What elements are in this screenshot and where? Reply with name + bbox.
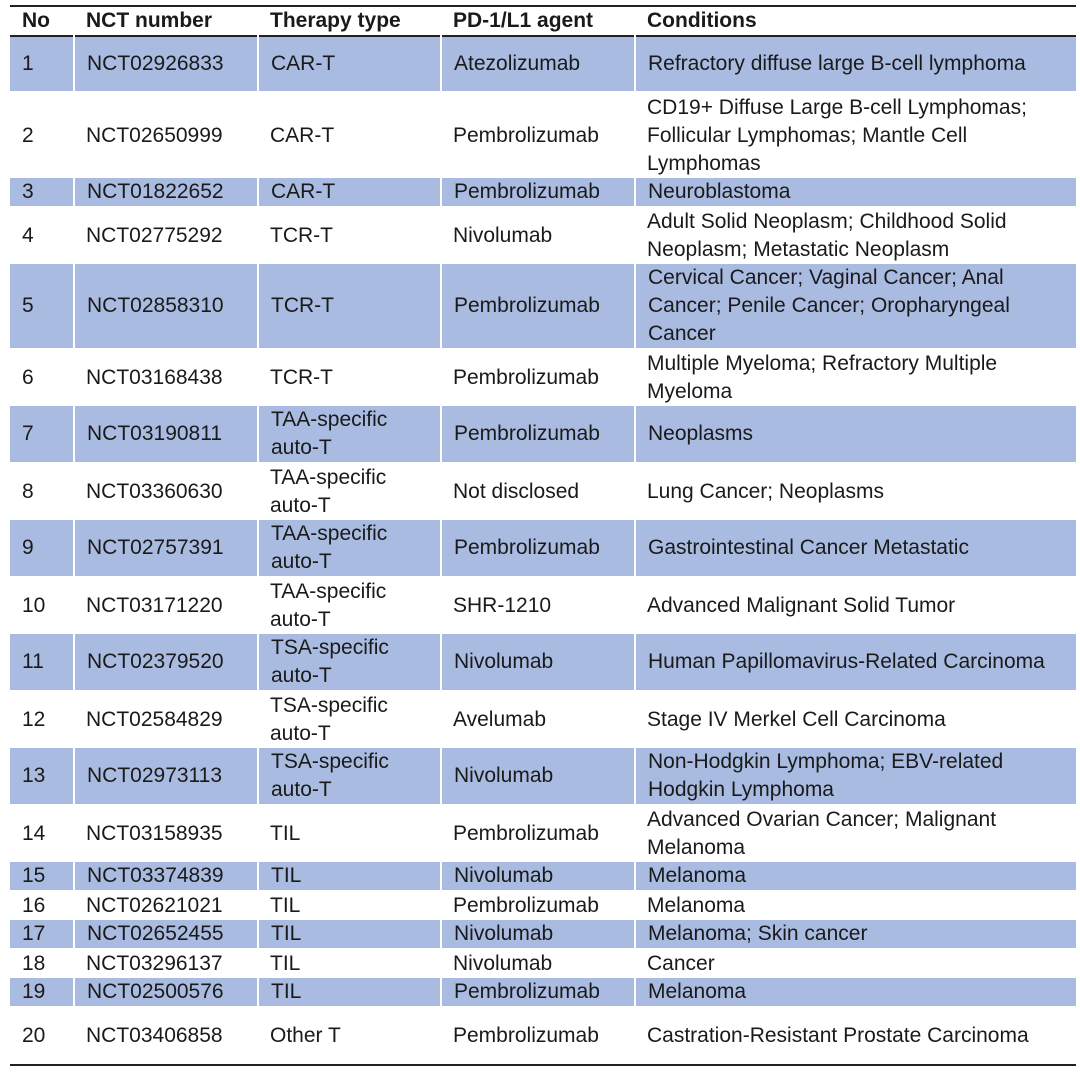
cell-therapy-type: TIL: [270, 822, 301, 845]
cell-conditions: Multiple Myeloma; Refractory Multiple Myeloma: [647, 352, 998, 403]
cell-no: 16: [22, 894, 46, 917]
cell-conditions: Cervical Cancer; Vaginal Cancer; Anal Cancer; Penile Cancer; Oropharyngeal Cancer: [635, 264, 1076, 349]
cell-pd1-l1-agent: Nivolumab: [441, 634, 635, 691]
cell-therapy-type: TSA-specific auto-T: [270, 694, 388, 745]
cell-therapy-type: TIL: [270, 894, 301, 917]
cell-conditions: Neuroblastoma: [635, 178, 1076, 207]
cell-no: 15: [10, 862, 74, 891]
cell-therapy-type: TSA-specific auto-T: [258, 748, 441, 805]
header-nct-number: NCT number: [86, 9, 212, 32]
table-header: [10, 6, 1076, 36]
cell-nct-number: NCT03360630: [86, 480, 223, 503]
cell-conditions: Neoplasms: [635, 406, 1076, 463]
table-row: [10, 978, 1076, 1007]
table-row: [10, 178, 1076, 207]
cell-no: 1: [10, 36, 74, 92]
cell-therapy-type: CAR-T: [270, 123, 335, 147]
cell-therapy-type: TSA-specific auto-T: [258, 634, 441, 691]
cell-conditions: Melanoma: [635, 978, 1076, 1007]
table-row: [10, 207, 1076, 264]
cell-conditions: Refractory diffuse large B-cell lymphoma: [635, 36, 1076, 92]
table-row: [10, 691, 1076, 748]
cell-no: 9: [10, 520, 74, 577]
cell-conditions: Advanced Malignant Solid Tumor: [647, 594, 956, 617]
cell-nct-number: NCT03406858: [86, 1024, 223, 1047]
cell-therapy-type: TCR-T: [270, 366, 333, 389]
table-row: [10, 920, 1076, 949]
cell-pd1-l1-agent: Pembrolizumab: [453, 822, 599, 845]
cell-no: 18: [22, 952, 46, 975]
cell-no: 7: [10, 406, 74, 463]
table-row: [10, 748, 1076, 805]
cell-conditions: Castration-Resistant Prostate Carcinoma: [647, 1024, 1029, 1047]
cell-conditions: Gastrointestinal Cancer Metastatic: [635, 520, 1076, 577]
cell-therapy-type: TIL: [270, 952, 301, 975]
header-no: No: [22, 9, 50, 32]
cell-conditions: Advanced Ovarian Cancer; Malignant Melanoma: [647, 808, 997, 859]
cell-no: 8: [22, 480, 34, 503]
cell-therapy-type: TAA-specific auto-T: [270, 580, 387, 631]
cell-pd1-l1-agent: Pembrolizumab: [453, 1024, 599, 1047]
cell-conditions: Human Papillomavirus-Related Carcinoma: [635, 634, 1076, 691]
cell-conditions: CD19+ Diffuse Large B-cell Lymphomas; Follicular Lymphomas; Mantle Cell Lymphomas: [647, 95, 1027, 175]
table-row: [10, 36, 1076, 92]
cell-nct-number: NCT02858310: [74, 264, 258, 349]
table-row: [10, 463, 1076, 520]
cell-no: 13: [10, 748, 74, 805]
cell-pd1-l1-agent: Pembrolizumab: [453, 894, 599, 917]
cell-nct-number: NCT01822652: [74, 178, 258, 207]
cell-therapy-type: TIL: [258, 978, 441, 1007]
table-row: [10, 862, 1076, 891]
cell-nct-number: NCT03374839: [74, 862, 258, 891]
cell-no: 17: [10, 920, 74, 949]
table-row: [10, 891, 1076, 920]
cell-conditions: Adult Solid Neoplasm; Childhood Solid Neoplasm; Metastatic Neoplasm: [647, 210, 1007, 261]
cell-pd1-l1-agent: Pembrolizumab: [441, 978, 635, 1007]
table-row: [10, 349, 1076, 406]
table-row: [10, 634, 1076, 691]
cell-nct-number: NCT02926833: [74, 36, 258, 92]
cell-pd1-l1-agent: Nivolumab: [441, 748, 635, 805]
cell-pd1-l1-agent: Not disclosed: [453, 480, 580, 503]
cell-therapy-type: TAA-specific auto-T: [270, 466, 387, 517]
cell-therapy-type: TCR-T: [270, 224, 333, 247]
cell-nct-number: NCT03190811: [74, 406, 258, 463]
cell-therapy-type: TIL: [258, 862, 441, 891]
cell-nct-number: NCT02379520: [74, 634, 258, 691]
cell-therapy-type: TAA-specific auto-T: [258, 406, 441, 463]
trials-table-wrapper: [10, 5, 1076, 1066]
cell-conditions: Melanoma; Skin cancer: [635, 920, 1076, 949]
cell-nct-number: NCT03158935: [86, 822, 223, 845]
cell-nct-number: NCT02973113: [74, 748, 258, 805]
cell-therapy-type: CAR-T: [258, 178, 441, 207]
cell-no: 11: [10, 634, 74, 691]
table-row: [10, 949, 1076, 978]
cell-pd1-l1-agent: Pembrolizumab: [453, 123, 599, 147]
header-row: [10, 6, 1076, 36]
header-pd1-l1-agent: PD-1/L1 agent: [453, 9, 594, 32]
cell-no: 4: [22, 224, 34, 247]
table-row: [10, 1007, 1076, 1065]
cell-nct-number: NCT02584829: [86, 708, 223, 731]
cell-nct-number: NCT02621021: [86, 894, 223, 917]
table-row: [10, 520, 1076, 577]
cell-pd1-l1-agent: Pembrolizumab: [441, 178, 635, 207]
cell-conditions: Cancer: [647, 952, 715, 975]
cell-nct-number: NCT02500576: [74, 978, 258, 1007]
cell-nct-number: NCT03296137: [86, 952, 223, 975]
cell-pd1-l1-agent: SHR-1210: [453, 594, 552, 617]
table-row: [10, 805, 1076, 862]
cell-pd1-l1-agent: Nivolumab: [441, 920, 635, 949]
header-therapy-type: Therapy type: [270, 9, 401, 32]
table-row: [10, 406, 1076, 463]
cell-no: 10: [22, 594, 46, 617]
table-row: [10, 264, 1076, 349]
cell-pd1-l1-agent: Avelumab: [453, 708, 547, 731]
table-row: [10, 577, 1076, 634]
cell-therapy-type: TIL: [258, 920, 441, 949]
cell-nct-number: NCT02775292: [86, 224, 223, 247]
cell-therapy-type: TCR-T: [258, 264, 441, 349]
cell-no: 6: [22, 366, 34, 389]
cell-nct-number: NCT02757391: [74, 520, 258, 577]
cell-therapy-type: CAR-T: [258, 36, 441, 92]
cell-pd1-l1-agent: Nivolumab: [453, 952, 553, 975]
cell-no: 12: [22, 708, 46, 731]
cell-nct-number: NCT03168438: [86, 366, 223, 389]
table-body: [10, 36, 1076, 1065]
cell-conditions: Melanoma: [647, 894, 746, 917]
cell-conditions: Lung Cancer; Neoplasms: [647, 480, 884, 503]
cell-conditions: Stage IV Merkel Cell Carcinoma: [647, 708, 946, 731]
cell-pd1-l1-agent: Pembrolizumab: [441, 520, 635, 577]
cell-nct-number: NCT02652455: [74, 920, 258, 949]
cell-pd1-l1-agent: Pembrolizumab: [453, 366, 599, 389]
cell-therapy-type: TAA-specific auto-T: [258, 520, 441, 577]
cell-no: 20: [22, 1024, 46, 1047]
cell-pd1-l1-agent: Pembrolizumab: [441, 406, 635, 463]
cell-no: 5: [10, 264, 74, 349]
header-conditions: Conditions: [647, 9, 757, 32]
cell-conditions: Melanoma: [635, 862, 1076, 891]
cell-pd1-l1-agent: Atezolizumab: [441, 36, 635, 92]
trials-table: [10, 5, 1076, 1066]
cell-no: 14: [22, 822, 46, 845]
cell-nct-number: NCT03171220: [86, 594, 223, 617]
table-row: [10, 92, 1076, 178]
cell-pd1-l1-agent: Nivolumab: [441, 862, 635, 891]
cell-pd1-l1-agent: Pembrolizumab: [441, 264, 635, 349]
cell-no: 2: [22, 123, 34, 147]
cell-pd1-l1-agent: Nivolumab: [453, 224, 553, 247]
cell-no: 3: [10, 178, 74, 207]
cell-therapy-type: Other T: [270, 1024, 341, 1047]
cell-nct-number: NCT02650999: [86, 123, 223, 147]
cell-conditions: Non-Hodgkin Lymphoma; EBV-related Hodgkin Lymphoma: [635, 748, 1076, 805]
cell-no: 19: [10, 978, 74, 1007]
